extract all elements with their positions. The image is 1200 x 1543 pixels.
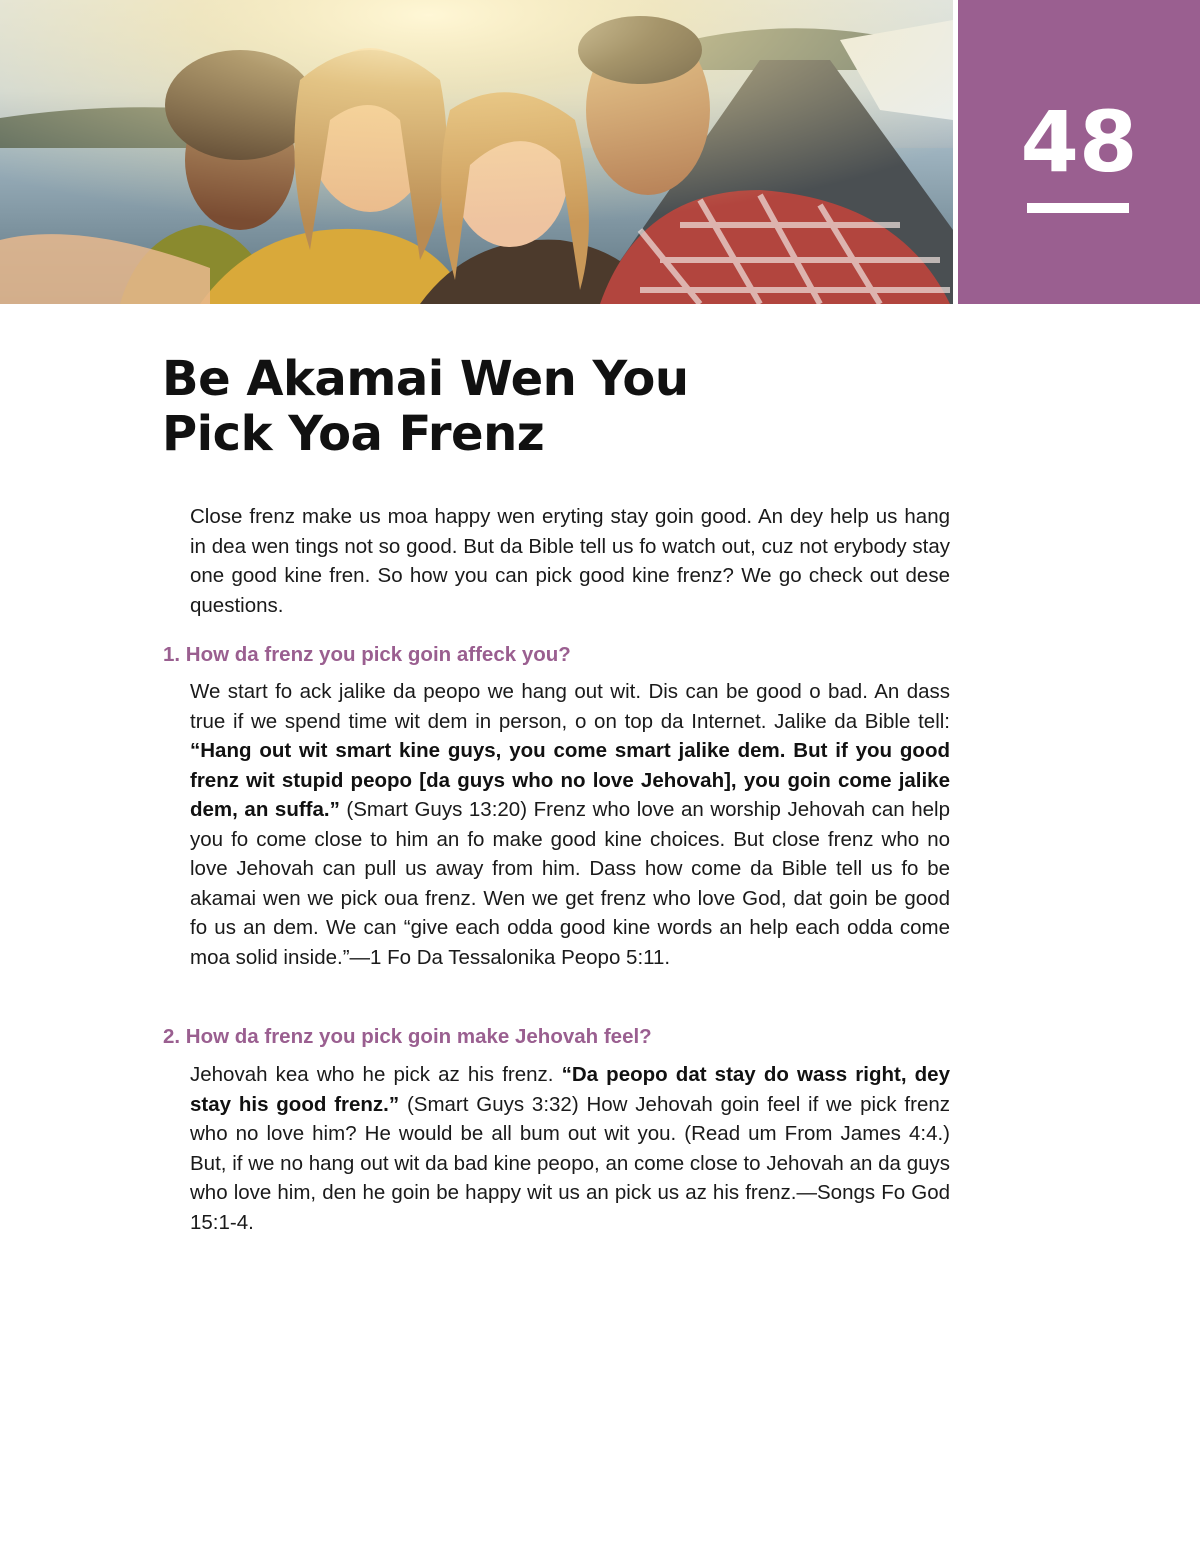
page-title [162, 352, 862, 462]
section-2-text-b: (Smart Guys 3:32) How Jehovah goin feel if we pick frenz who no love him? He would be all bum out wit you. (Read um From James 4:4.) But, if we no hang out wit da bad kine peopo, an come close to Jehovah an da guys who love him, den he goin be happy wit us an pick us az his frenz.—Songs Fo God 15:1-4. [190, 1092, 950, 1234]
hero-photo [0, 0, 953, 304]
page-title-line-2: Pick Yoa Frenz [162, 406, 545, 462]
section-1-text-a: We start fo ack jalike da peopo we hang out wit. Dis can be good o bad. An dass true if we spend time wit dem in person, o on top da Internet. Jalike da Bible tell: [190, 680, 950, 733]
section-2-scripture-quote: “Da peopo dat stay do wass right, dey stay his good frenz.” [190, 1063, 950, 1116]
lesson-number-box [958, 0, 1200, 304]
intro-paragraph: Close frenz make us moa happy wen eryting stay goin good. An dey help us hang in dea wen tings not so good. But da Bible tell us fo watch out, cuz not erybody stay one good kine fren. So how you can pick good kine frenz? We go check out dese questions. [190, 505, 950, 617]
section-2-question: 2. How da frenz you pick goin make Jehovah feel? [163, 1025, 652, 1048]
section-1-paragraph [190, 677, 950, 972]
section-1-text-b: (Smart Guys 13:20) Frenz who love an worship Jehovah can help you fo come close to him an fo make good kine choices. But close frenz who no love Jehovah can pull us away from him. Dass how come da Bible tell us fo be akamai wen we pick oua frenz. Wen we get frenz who love God, dat goin be good fo us an dem. We can “give each odda good kine words an help each odda come moa solid inside.”—1 Fo Da Tessalonika Peopo 5:11. [190, 798, 950, 969]
page-title-line-1: Be Akamai Wen You [162, 351, 689, 407]
group-selfie-illustration [0, 0, 953, 304]
section-1-question: 1. How da frenz you pick goin affeck you? [163, 643, 571, 666]
section-2-paragraph [190, 1060, 950, 1237]
section-1-scripture-quote: “Hang out wit smart kine guys, you come smart jalike dem. But if you good frenz wit stupid peopo [da guys who no love Jehovah], you goin come jalike dem, an suffa.” [190, 739, 950, 821]
section-2-text-a: Jehovah kea who he pick az his frenz. [190, 1063, 562, 1086]
lesson-number-underline [1027, 203, 1129, 213]
lesson-number: 48 [1020, 93, 1138, 191]
